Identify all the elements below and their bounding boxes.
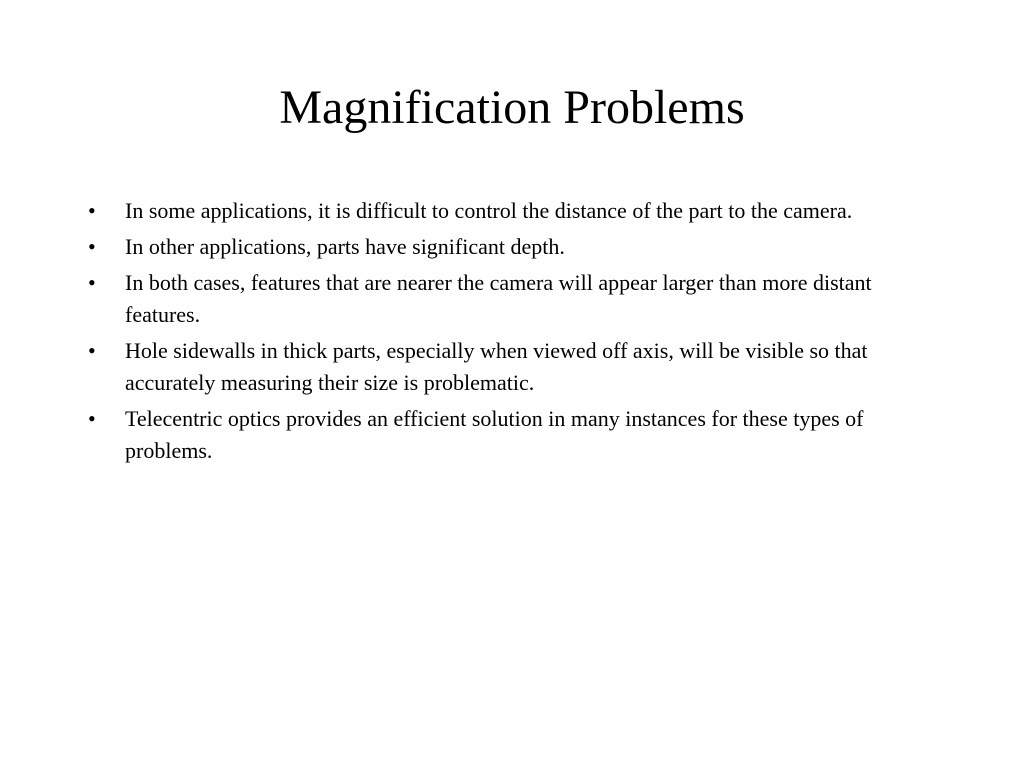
bullet-marker-icon: • [88, 406, 96, 431]
bullet-marker-icon: • [88, 198, 96, 223]
bullet-marker-icon: • [88, 234, 96, 259]
bullet-text: In some applications, it is difficult to control the distance of the part to the camera. [125, 198, 853, 223]
bullet-item [88, 231, 938, 263]
bullet-text: In other applications, parts have significant depth. [125, 234, 565, 259]
bullet-item [88, 267, 938, 331]
bullet-list [88, 195, 938, 471]
bullet-item [88, 403, 938, 467]
bullet-text: Hole sidewalls in thick parts, especially when viewed off axis, will be visible so that accurately measuring their size is problematic. [125, 338, 868, 395]
bullet-marker-icon: • [88, 338, 96, 363]
bullet-item [88, 195, 938, 227]
bullet-item [88, 335, 938, 399]
bullet-text: In both cases, features that are nearer the camera will appear larger than more distant features. [125, 270, 872, 327]
bullet-text: Telecentric optics provides an efficient solution in many instances for these types of problems. [125, 406, 864, 463]
slide-title: Magnification Problems [279, 81, 745, 134]
bullet-marker-icon: • [88, 270, 96, 295]
